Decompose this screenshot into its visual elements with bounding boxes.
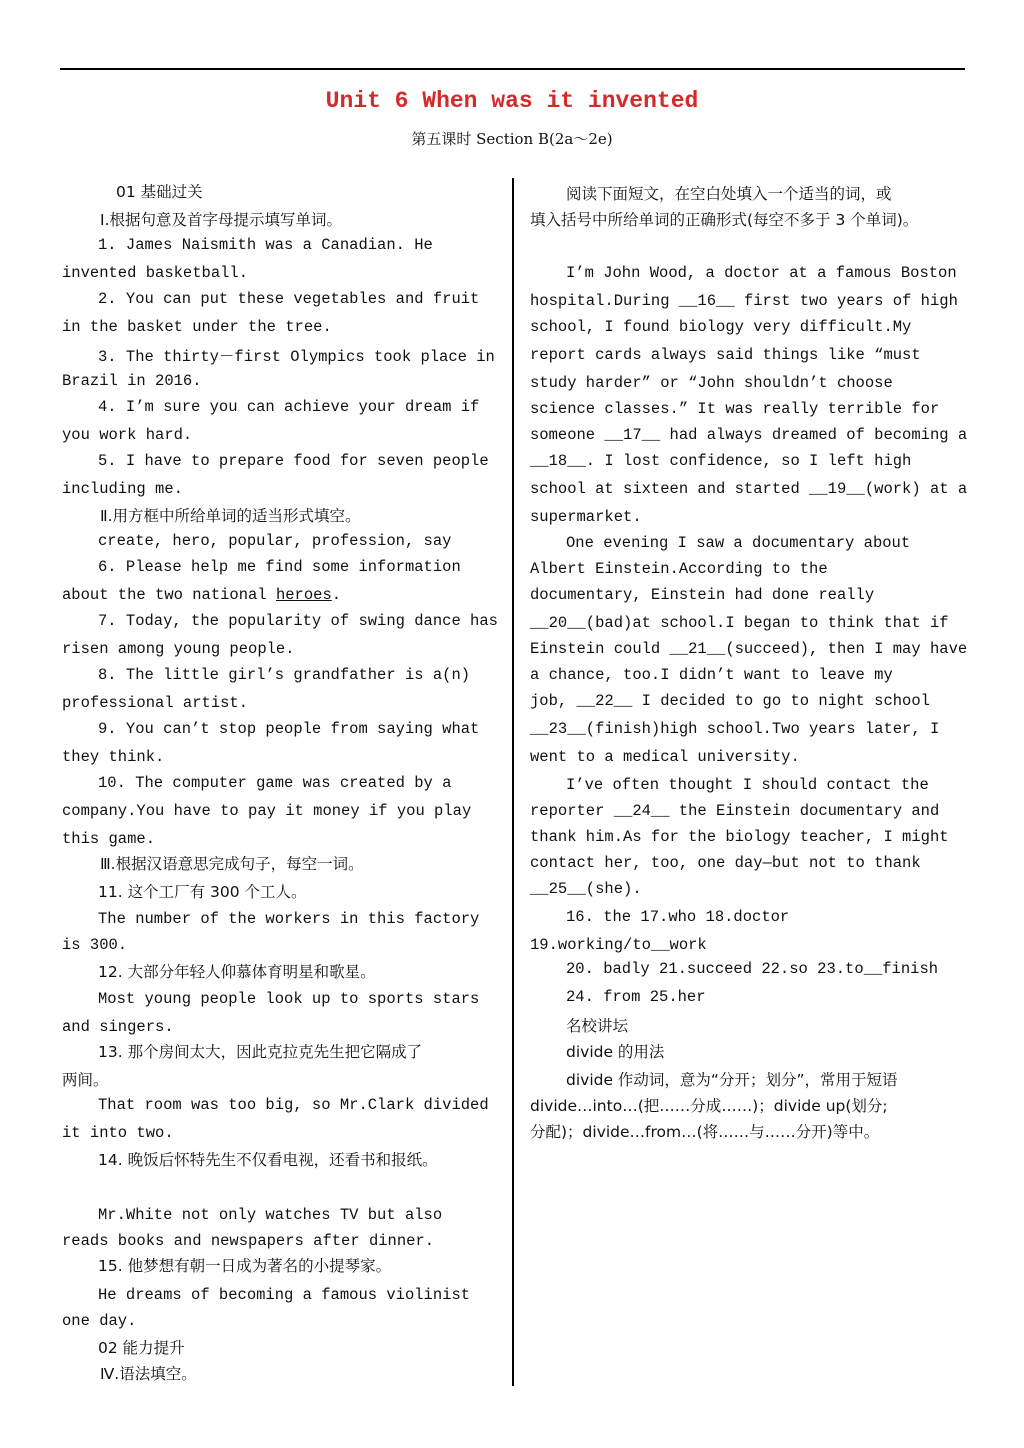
passage-line-21: reporter __24__ the Einstein documentary and	[530, 802, 940, 820]
q6-period: .	[331, 586, 342, 604]
q1-line-2: invented basketball.	[62, 264, 249, 282]
passage-line-19: went to a medical university.	[530, 748, 800, 766]
q14-chinese: 14. 晚饭后怀特先生不仅看电视，还看书和报纸。	[98, 1151, 438, 1169]
passage-line-20: I’ve often thought I should contact the	[566, 776, 929, 794]
top-rule	[60, 68, 965, 70]
instructions-line-2: 填入括号中所给单词的正确形式(每空不多于 3 个单词)。	[530, 211, 919, 229]
q11-line-2: is 300.	[62, 936, 128, 954]
q15-chinese: 15. 他梦想有朝一日成为著名的小提琴家。	[98, 1257, 392, 1275]
q8-line-1: 8. The little girl’s grandfather is a(n)	[98, 666, 471, 684]
q15-line-1: He dreams of becoming a famous violinist	[98, 1286, 471, 1304]
q13-line-2: it into two.	[62, 1124, 174, 1142]
section-01-heading: 01 基础过关	[116, 183, 203, 201]
q11-line-1: The number of the workers in this factory	[98, 910, 480, 928]
tip-line-3: 分配)；divide…from…(将……与……分开)等中。	[530, 1123, 880, 1141]
passage-line-4: report cards always said things like “must	[530, 346, 921, 364]
q11-chinese: 11. 这个工厂有 300 个工人。	[98, 883, 307, 901]
q7-line-2: risen among young people.	[62, 640, 295, 658]
passage-line-10: supermarket.	[530, 508, 642, 526]
q10-line-3: this game.	[62, 830, 156, 848]
q3-line-2: Brazil in 2016.	[62, 372, 202, 390]
answers-line-1: 16. the 17.who 18.doctor	[566, 908, 790, 926]
q2-line-2: in the basket under the tree.	[62, 318, 332, 336]
q10-line-2: company.You have to pay it money if you play	[62, 802, 472, 820]
passage-line-7: someone __17__ had always dreamed of becoming a	[530, 426, 968, 444]
section-02-heading: 02 能力提升	[98, 1339, 185, 1357]
passage-line-17: job, __22__ I decided to go to night school	[530, 692, 930, 710]
part-1-heading: Ⅰ.根据句意及首字母提示填写单词。	[100, 211, 342, 229]
passage-line-1: I’m John Wood, a doctor at a famous Boston	[566, 264, 957, 282]
q12-line-2: and singers.	[62, 1018, 174, 1036]
passage-line-5: study harder” or “John shouldn’t choose	[530, 374, 893, 392]
answers-line-3: 20. badly 21.succeed 22.so 23.to__finish	[566, 960, 939, 978]
q14-line-2: reads books and newspapers after dinner.	[62, 1232, 435, 1250]
passage-line-12: Albert Einstein.According to the	[530, 560, 828, 578]
tip-subheading: divide 的用法	[566, 1043, 665, 1061]
passage-line-24: __25__(she).	[530, 880, 642, 898]
passage-line-6: science classes.” It was really terrible for	[530, 400, 940, 418]
tip-heading: 名校讲坛	[566, 1017, 629, 1035]
q8-line-2: professional artist.	[62, 694, 249, 712]
word-box: create, hero, popular, profession, say	[98, 532, 452, 550]
passage-line-9: school at sixteen and started __19__(work) at a	[530, 480, 968, 498]
passage-line-13: documentary, Einstein had done really	[530, 586, 875, 604]
q13-chinese-2: 两间。	[62, 1071, 109, 1089]
page-subtitle: 第五课时 Section B(2a～2e)	[411, 130, 613, 148]
q13-chinese-1: 13. 那个房间太大，因此克拉克先生把它隔成了	[98, 1043, 423, 1061]
answers-line-4: 24. from 25.her	[566, 988, 706, 1006]
q6-line-2	[62, 586, 341, 604]
part-2-heading: Ⅱ.用方框中所给单词的适当形式填空。	[100, 507, 361, 525]
q4-line-1: 4. I’m sure you can achieve your dream if	[98, 398, 480, 416]
q6-line-1: 6. Please help me find some information	[98, 558, 461, 576]
tip-line-1: divide 作动词，意为“分开；划分”，常用于短语	[566, 1071, 898, 1089]
q14-line-1: Mr.White not only watches TV but also	[98, 1206, 443, 1224]
passage-line-22: thank him.As for the biology teacher, I might	[530, 828, 949, 846]
q5-line-2: including me.	[62, 480, 183, 498]
instructions-line-1: 阅读下面短文，在空白处填入一个适当的词，或	[566, 185, 892, 203]
column-divider	[512, 178, 514, 1386]
q12-line-1: Most young people look up to sports stars	[98, 990, 480, 1008]
passage-line-8: __18__. I lost confidence, so I left high	[530, 452, 912, 470]
q7-line-1: 7. Today, the popularity of swing dance has	[98, 612, 498, 630]
tip-line-2: divide…into…(把……分成……)；divide up(划分;	[530, 1097, 888, 1115]
q4-line-2: you work hard.	[62, 426, 193, 444]
passage-line-11: One evening I saw a documentary about	[566, 534, 911, 552]
q2-line-1: 2. You can put these vegetables and fruit	[98, 290, 480, 308]
q6-text: about the two national	[62, 586, 276, 604]
passage-line-16: a chance, too.I didn’t want to leave my	[530, 666, 893, 684]
question-1	[98, 236, 494, 254]
q10-line-1: 10. The computer game was created by a	[98, 774, 452, 792]
q6-answer: heroes	[275, 586, 332, 604]
q12-chinese: 12. 大部分年轻人仰慕体育明星和歌星。	[98, 963, 376, 981]
page-title: Unit 6 When was it invented	[325, 88, 699, 114]
passage-line-15: Einstein could __21__(succeed), then I may have	[530, 640, 968, 658]
part-4-heading: Ⅳ.语法填空。	[100, 1365, 197, 1383]
q5-line-1: 5. I have to prepare food for seven people	[98, 452, 489, 470]
passage-line-23: contact her, too, one day—but not to thank	[530, 854, 921, 872]
q9-line-1: 9. You can’t stop people from saying what	[98, 720, 480, 738]
q13-line-1: That room was too big, so Mr.Clark divided	[98, 1096, 489, 1114]
answers-line-2: 19.working/to__work	[530, 936, 707, 954]
q3-line-1: 3. The thirty－first Olympics took place in	[98, 348, 495, 366]
passage-line-18: __23__(finish)high school.Two years later, I	[530, 720, 940, 738]
passage-line-2: hospital.During __16__ first two years of high	[530, 292, 958, 310]
passage-line-14: __20__(bad)at school.I began to think that if	[530, 614, 949, 632]
part-3-heading: Ⅲ.根据汉语意思完成句子，每空一词。	[100, 855, 364, 873]
q9-line-2: they think.	[62, 748, 165, 766]
q1-line-1: 1. James Naismith was a Canadian. He	[98, 236, 433, 254]
q15-line-2: one day.	[62, 1312, 137, 1330]
passage-line-3: school, I found biology very difficult.My	[530, 318, 912, 336]
